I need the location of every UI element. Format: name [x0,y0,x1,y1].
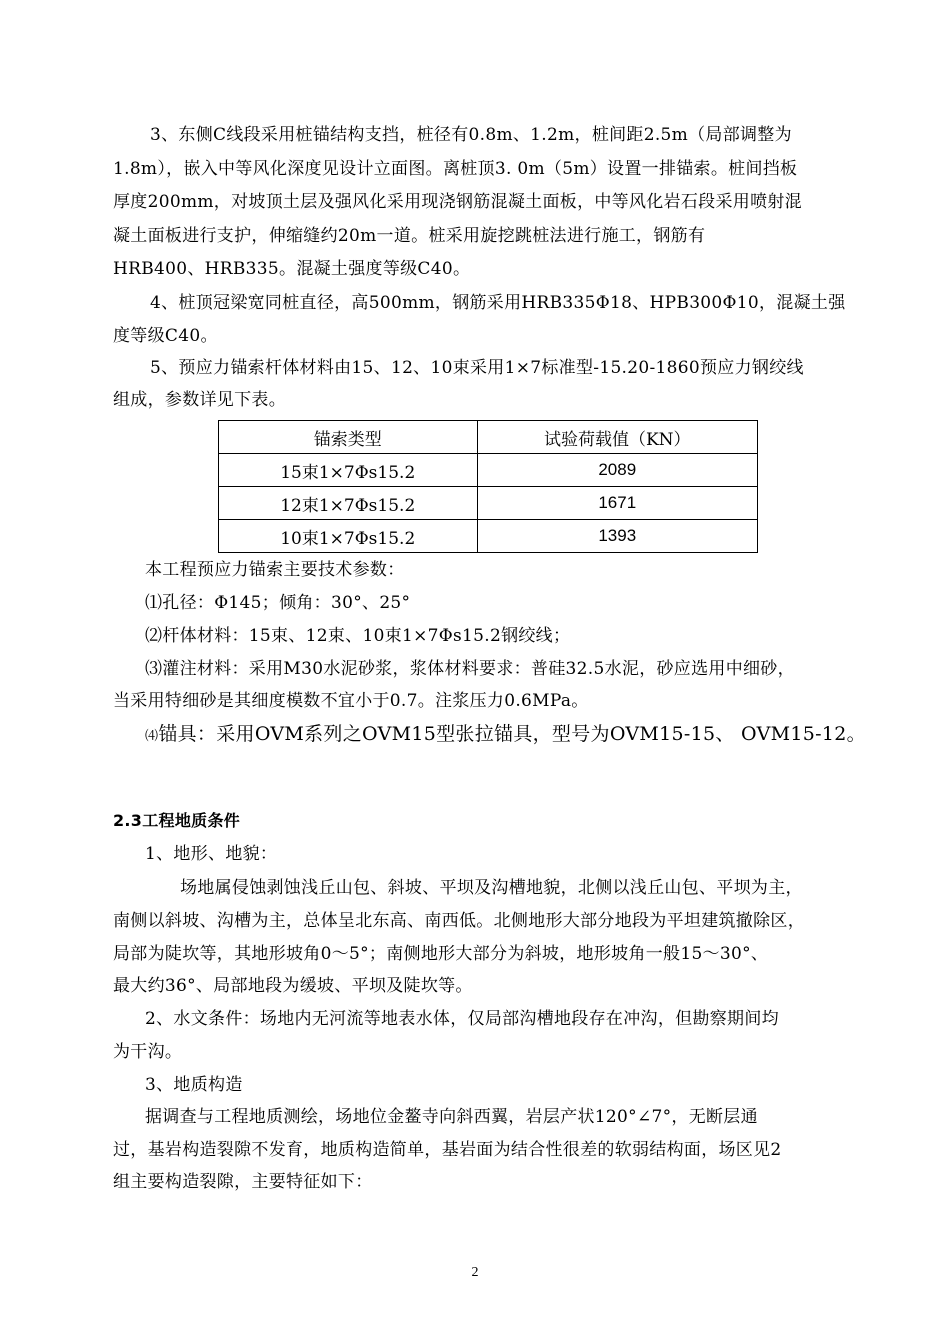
para-3-line-1: 3、东侧C线段采用桩锚结构支挡，桩径有0.8m、1.2m，桩间距2.5m（局部调整为 [150,125,792,145]
cell-cable-type: 10束1×7Φs15.2 [219,520,478,553]
para-5-line-2: 组成，参数详见下表。 [113,390,286,410]
geology-line-1: 据调查与工程地质测绘，场地位金鳌寺向斜西翼，岩层产状120°∠7°，无断层通 [145,1107,758,1127]
terrain-line-2: 南侧以斜坡、沟槽为主，总体呈北东高、南西低。北侧地形大部分地段为平坦建筑撤除区， [113,911,805,931]
page-number: 2 [471,1265,479,1280]
param-item-1: ⑴孔径：Φ145；倾角：30°、25° [145,593,411,613]
para-3-line-2: 1.8m），嵌入中等风化深度见设计立面图。离桩顶3. 0m（5m）设置一排锚索。桩间挡板 [113,159,798,179]
param-item-4-number: ⑷ [145,729,159,744]
param-item-4 [145,723,866,748]
cell-cable-type: 12束1×7Φs15.2 [219,487,478,520]
param-item-3-line-2: 当采用特细砂是其细度模数不宜小于0.7。注浆压力0.6MPa。 [113,691,589,711]
geology-line-3: 组主要构造裂隙，主要特征如下： [113,1172,373,1192]
param-item-4-text: 锚具：采用OVM系列之OVM15型张拉锚具，型号为OVM15-15、 OVM15-12。 [158,723,866,745]
cell-test-load: 1393 [477,520,757,553]
table-header-row [219,421,758,454]
section-heading: 2.3工程地质条件 [113,811,241,830]
terrain-title: 1、地形、地貌： [145,844,278,864]
table-row [219,520,758,553]
hydrology-line-2: 为干沟。 [113,1042,183,1062]
terrain-line-1: 场地属侵蚀剥蚀浅丘山包、斜坡、平坝及沟槽地貌，北侧以浅丘山包、平坝为主， [180,878,803,898]
params-intro: 本工程预应力锚索主要技术参数： [145,560,405,580]
para-4-line-2: 度等级C40。 [113,326,218,346]
cell-cable-type: 15束1×7Φs15.2 [219,454,478,487]
header-test-load: 试验荷载值（KN） [477,421,757,454]
para-4-line-1: 4、桩顶冠梁宽同桩直径，高500mm，钢筋采用HRB335Φ18、HPB300Φ10，混凝土强 [150,293,846,313]
header-cable-type: 锚索类型 [219,421,478,454]
table-row [219,454,758,487]
geology-line-2: 过，基岩构造裂隙不发育，地质构造简单，基岩面为结合性很差的软弱结构面，场区见2 [113,1140,782,1160]
param-item-3-line-1: ⑶灌注材料：采用M30水泥砂浆，浆体材料要求：普硅32.5水泥，砂应选用中细砂， [145,659,795,679]
para-3-line-3: 厚度200mm，对坡顶土层及强风化采用现浇钢筋混凝土面板，中等风化岩石段采用喷射混 [113,192,802,212]
para-3-line-4: 凝土面板进行支护，伸缩缝约20m一道。桩采用旋挖跳桩法进行施工，钢筋有 [113,226,706,246]
terrain-line-3: 局部为陡坎等，其地形坡角0～5°；南侧地形大部分为斜坡，地形坡角一般15～30°、 [113,944,769,964]
para-3-line-5: HRB400、HRB335。混凝土强度等级C40。 [113,259,471,279]
anchor-cable-table [218,420,758,553]
para-5-line-1: 5、预应力锚索杆体材料由15、12、10束采用1×7标准型-15.20-1860预应力钢绞线 [150,358,804,378]
hydrology-line-1: 2、水文条件：场地内无河流等地表水体，仅局部沟槽地段存在冲沟，但勘察期间均 [145,1009,779,1029]
param-item-2: ⑵杆体材料：15束、12束、10束1×7Φs15.2钢绞线； [145,626,571,646]
geology-title: 3、地质构造 [145,1075,243,1095]
table-row [219,487,758,520]
cell-test-load: 2089 [477,454,757,487]
terrain-line-4: 最大约36°、局部地段为缓坡、平坝及陡坎等。 [113,976,473,996]
cell-test-load: 1671 [477,487,757,520]
